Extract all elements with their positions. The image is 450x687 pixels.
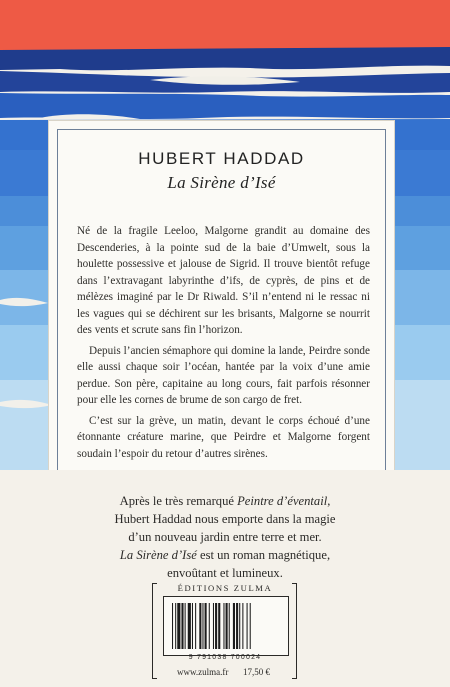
blurb-book-title: La Sirène d’Isé	[119, 548, 197, 562]
right-stripe-6	[390, 380, 450, 470]
right-stripe-5	[390, 325, 450, 380]
right-stripe-4	[390, 270, 450, 325]
book-price: 17,50 €	[243, 667, 270, 677]
barcode	[163, 596, 289, 656]
barcode-bar	[175, 603, 176, 649]
blurb-line-3: d’un nouveau jardin entre terre et mer.	[128, 530, 322, 544]
blurb-previous-title: Peintre d’éventail	[237, 494, 328, 508]
barcode-bar	[188, 603, 191, 649]
barcode-bar	[195, 603, 196, 649]
barcode-bar	[236, 603, 238, 649]
barcode-bar	[233, 603, 235, 649]
barcode-bar	[192, 603, 193, 649]
blurb-text: ,	[327, 494, 331, 508]
coral-band	[0, 0, 450, 52]
barcode-bar	[199, 603, 201, 649]
barcode-bar	[172, 603, 173, 649]
barcode-bar	[223, 603, 224, 649]
right-stripe-1	[390, 150, 450, 196]
blurb-text: est un roman magnétique,	[196, 548, 331, 562]
synopsis-paragraph-2: Depuis l’ancien sémaphore qui domine la lande, Peirdre sonde elle aussi chaque soir l’océan, hantée par la voix d’une amie perdue. Son père, capitaine au long cours, fait parfois résonner pour elle les cornes de brume de son cargo de fret.	[77, 344, 370, 406]
author-name: HUBERT HADDAD	[138, 149, 305, 168]
isbn-number: 9 791038 700024	[188, 654, 262, 661]
barcode-bar	[226, 603, 228, 649]
blurb-line-5: envoûtant et lumineux.	[167, 566, 283, 580]
barcode-bar	[239, 603, 240, 649]
barcode-bar	[181, 603, 183, 649]
synopsis-text	[77, 223, 370, 466]
barcode-bar	[213, 603, 214, 649]
publisher-name: ÉDITIONS ZULMA	[177, 583, 273, 593]
barcode-bar	[202, 603, 203, 649]
barcode-bar	[229, 603, 230, 649]
barcode-bar	[247, 603, 248, 649]
right-stripe-2	[390, 196, 450, 226]
footer-bracket-left	[152, 583, 157, 679]
footer-bracket-right	[292, 583, 297, 679]
barcode-bar	[242, 603, 243, 649]
right-stripe-3	[390, 226, 450, 270]
barcode-bar	[250, 603, 251, 649]
blurb-text: Après le très remarqué	[119, 494, 238, 508]
barcode-bars	[164, 597, 288, 655]
barcode-bar	[205, 603, 207, 649]
barcode-bar	[185, 603, 186, 649]
blurb-line-2: Hubert Haddad nous emporte dans la magie	[114, 512, 336, 526]
barcode-bar	[177, 603, 180, 649]
blurb-line-1	[0, 492, 450, 510]
synopsis-paragraph-3: C’est sur la grève, un matin, devant le corps échoué d’une étonnante créature marine, que Peirdre et Malgorne forgent soudain l’espoir du retour d’autres sirènes.	[77, 414, 370, 460]
synopsis-card	[49, 121, 394, 471]
book-title: La Sirène d’Isé	[167, 173, 276, 192]
barcode-bar	[209, 603, 210, 649]
barcode-bar	[218, 603, 220, 649]
barcode-bar	[215, 603, 217, 649]
synopsis-paragraph-1: Né de la fragile Leeloo, Malgorne grandit au domaine des Descenderies, à la pointe sud de la baie d’Umwelt, sous la houlette possessive et jalouse de Sigrid. Il trouve bientôt refuge dans l’extravagant labyrinthe d’ifs, de cyprès, de pins et de mélèzes imaginé par le Dr Riwald. S’il n’entend ni le ressac ni les vagues qui se déchirent sur les brisants, Malgorne se nourrit des vents et scrute sans fin l’horizon.	[77, 225, 370, 336]
blurb-line-4	[0, 546, 450, 564]
publisher-website: www.zulma.fr	[177, 667, 229, 677]
blurb	[0, 492, 450, 582]
